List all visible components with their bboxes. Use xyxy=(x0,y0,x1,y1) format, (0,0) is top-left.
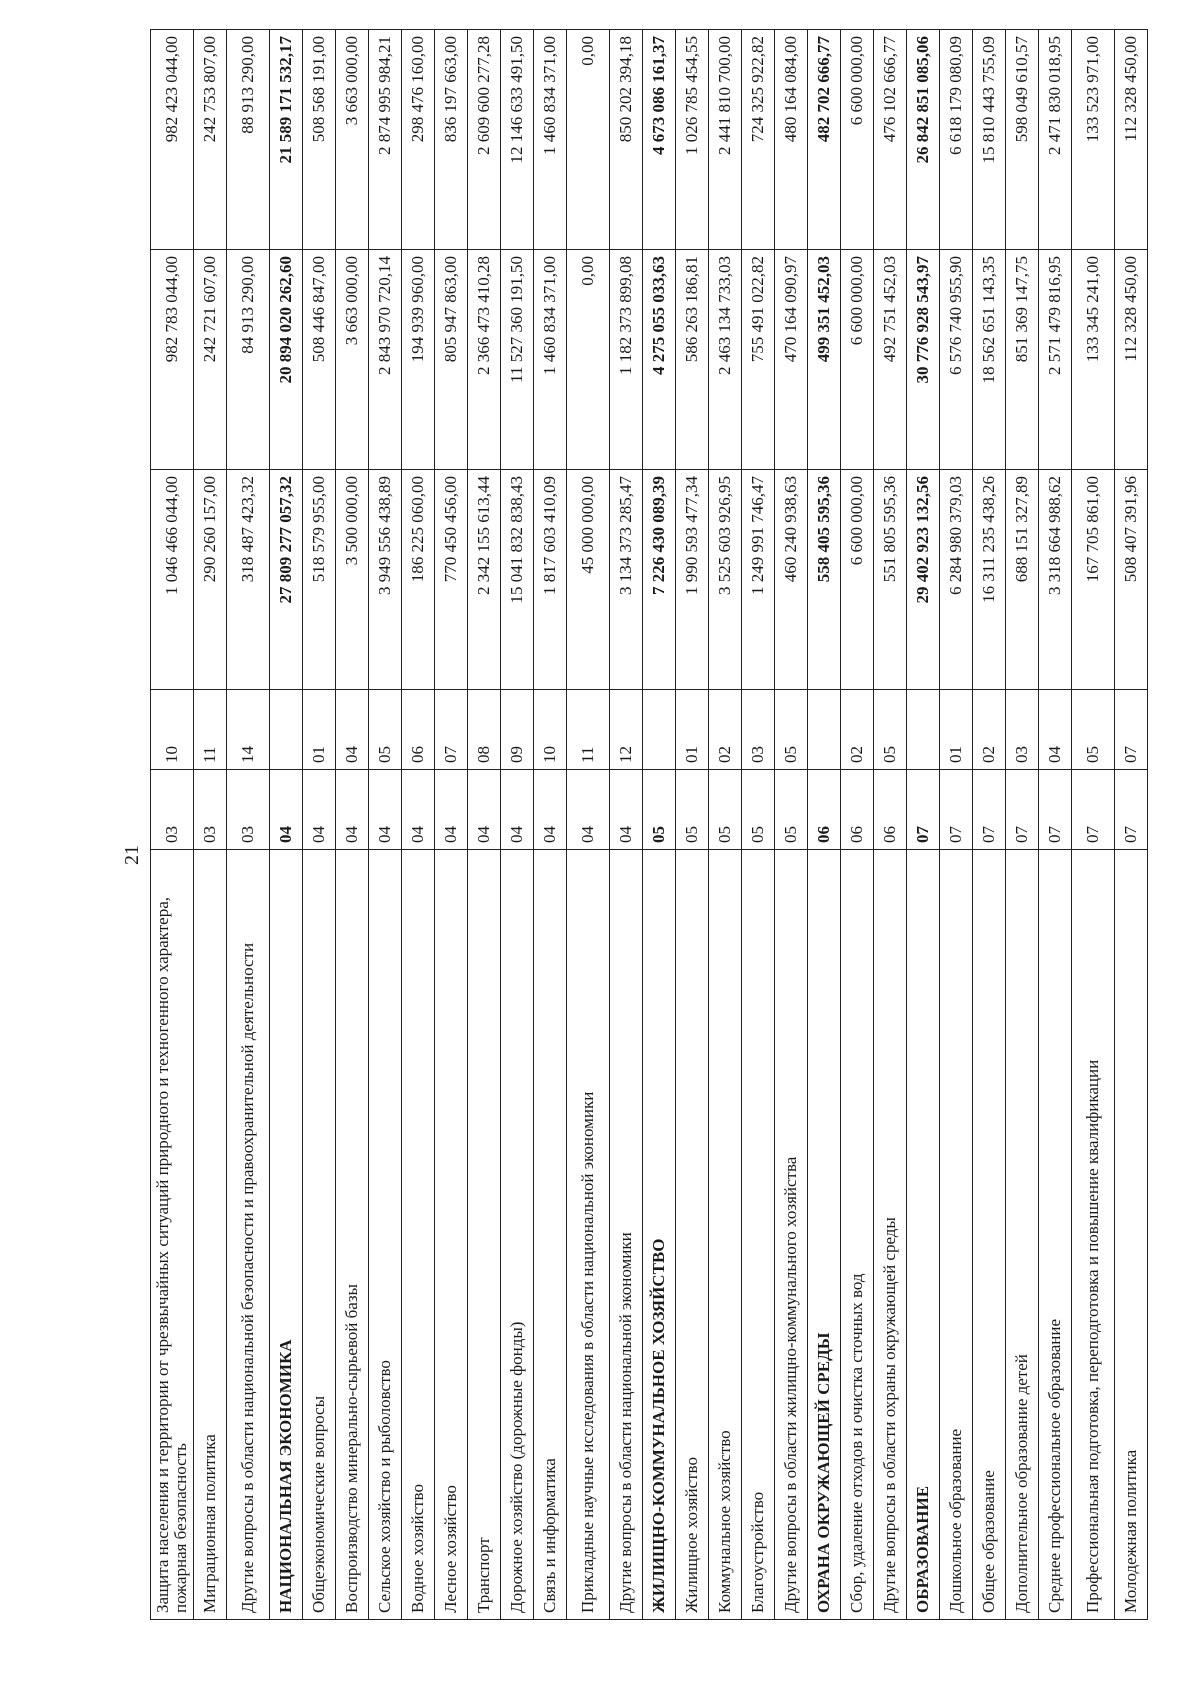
row-name: Прикладные научные исследования в области национальной экономики xyxy=(567,850,610,1620)
row-value-3: 1 026 785 454,55 xyxy=(676,30,709,250)
row-name: Коммунальное хозяйство xyxy=(709,850,742,1620)
row-name: ОХРАНА ОКРУЖАЮЩЕЙ СРЕДЫ xyxy=(808,850,841,1620)
table-row xyxy=(907,30,940,1620)
row-name: Защита населения и территории от чрезвычайных ситуаций природного и техногенного характера, пожарная безопасность xyxy=(151,850,194,1620)
row-value-2: 851 369 147,75 xyxy=(1006,250,1039,470)
row-value-2: 508 446 847,00 xyxy=(303,250,336,470)
row-section-code: 03 xyxy=(227,770,270,850)
row-value-2: 11 527 360 191,50 xyxy=(501,250,534,470)
table-row xyxy=(151,30,194,1620)
row-value-1: 460 240 938,63 xyxy=(775,470,808,690)
row-section-code: 05 xyxy=(709,770,742,850)
row-value-2: 133 345 241,00 xyxy=(1072,250,1115,470)
row-subsection-code: 02 xyxy=(973,690,1006,770)
table-row xyxy=(435,30,468,1620)
row-value-3: 508 568 191,00 xyxy=(303,30,336,250)
row-value-2: 3 663 000,00 xyxy=(336,250,369,470)
row-name: Другие вопросы в области национальной безопасности и правоохранительной деятельности xyxy=(227,850,270,1620)
row-value-1: 15 041 832 838,43 xyxy=(501,470,534,690)
row-value-2: 242 721 607,00 xyxy=(194,250,227,470)
row-value-2: 6 600 000,00 xyxy=(841,250,874,470)
row-section-code: 05 xyxy=(775,770,808,850)
row-name: ЖИЛИЩНО-КОММУНАЛЬНОЕ ХОЗЯЙСТВО xyxy=(643,850,676,1620)
table-row xyxy=(1072,30,1115,1620)
row-subsection-code: 04 xyxy=(1039,690,1072,770)
row-value-1: 558 405 595,36 xyxy=(808,470,841,690)
row-value-1: 186 225 060,00 xyxy=(402,470,435,690)
row-value-2: 6 576 740 955,90 xyxy=(940,250,973,470)
row-value-3: 6 600 000,00 xyxy=(841,30,874,250)
row-subsection-code: 03 xyxy=(742,690,775,770)
row-name: Дополнительное образование детей xyxy=(1006,850,1039,1620)
row-name: Дорожное хозяйство (дорожные фонды) xyxy=(501,850,534,1620)
row-name: Миграционная политика xyxy=(194,850,227,1620)
row-name: Транспорт xyxy=(468,850,501,1620)
row-section-code: 07 xyxy=(907,770,940,850)
table-row xyxy=(402,30,435,1620)
row-value-1: 16 311 235 438,26 xyxy=(973,470,1006,690)
table-row xyxy=(270,30,303,1620)
table-row xyxy=(1115,30,1148,1620)
row-value-3: 1 460 834 371,00 xyxy=(534,30,567,250)
row-value-2: 4 275 055 033,63 xyxy=(643,250,676,470)
row-subsection-code: 07 xyxy=(435,690,468,770)
table-row xyxy=(940,30,973,1620)
budget-table xyxy=(150,29,1148,1620)
row-subsection-code: 02 xyxy=(709,690,742,770)
table-row xyxy=(874,30,907,1620)
rotated-page xyxy=(120,36,1140,1650)
row-value-1: 2 342 155 613,44 xyxy=(468,470,501,690)
table-row xyxy=(841,30,874,1620)
row-value-3: 598 049 610,57 xyxy=(1006,30,1039,250)
row-value-1: 27 809 277 057,32 xyxy=(270,470,303,690)
row-value-3: 0,00 xyxy=(567,30,610,250)
row-section-code: 04 xyxy=(501,770,534,850)
row-value-3: 12 146 633 491,50 xyxy=(501,30,534,250)
table-row xyxy=(194,30,227,1620)
row-name: Дошкольное образование xyxy=(940,850,973,1620)
row-section-code: 04 xyxy=(567,770,610,850)
row-subsection-code: 04 xyxy=(336,690,369,770)
row-value-1: 1 817 603 410,09 xyxy=(534,470,567,690)
row-value-1: 6 600 000,00 xyxy=(841,470,874,690)
row-subsection-code: 10 xyxy=(151,690,194,770)
table-row xyxy=(567,30,610,1620)
row-value-1: 45 000 000,00 xyxy=(567,470,610,690)
row-value-2: 586 263 186,81 xyxy=(676,250,709,470)
row-value-3: 2 441 810 700,00 xyxy=(709,30,742,250)
row-subsection-code: 03 xyxy=(1006,690,1039,770)
row-value-1: 3 500 000,00 xyxy=(336,470,369,690)
row-value-2: 30 776 928 543,97 xyxy=(907,250,940,470)
row-value-3: 3 663 000,00 xyxy=(336,30,369,250)
row-value-1: 29 402 923 132,56 xyxy=(907,470,940,690)
row-value-3: 88 913 290,00 xyxy=(227,30,270,250)
table-row xyxy=(610,30,643,1620)
row-subsection-code: 08 xyxy=(468,690,501,770)
row-value-2: 2 571 479 816,95 xyxy=(1039,250,1072,470)
row-value-3: 836 197 663,00 xyxy=(435,30,468,250)
row-name: Профессиональная подготовка, переподготовка и повышение квалификации xyxy=(1072,850,1115,1620)
row-subsection-code: 11 xyxy=(194,690,227,770)
table-row xyxy=(369,30,402,1620)
table-row xyxy=(643,30,676,1620)
row-name: Общее образование xyxy=(973,850,1006,1620)
row-value-2: 470 164 090,97 xyxy=(775,250,808,470)
row-section-code: 06 xyxy=(841,770,874,850)
row-subsection-code xyxy=(907,690,940,770)
row-value-2: 492 751 452,03 xyxy=(874,250,907,470)
row-name: Другие вопросы в области жилищно-коммунального хозяйства xyxy=(775,850,808,1620)
row-value-1: 3 134 373 285,47 xyxy=(610,470,643,690)
row-name: Сельское хозяйство и рыболовство xyxy=(369,850,402,1620)
row-value-3: 2 609 600 277,28 xyxy=(468,30,501,250)
row-section-code: 04 xyxy=(402,770,435,850)
row-value-2: 499 351 452,03 xyxy=(808,250,841,470)
row-section-code: 04 xyxy=(303,770,336,850)
row-value-1: 770 450 456,00 xyxy=(435,470,468,690)
row-value-2: 1 460 834 371,00 xyxy=(534,250,567,470)
table-row xyxy=(501,30,534,1620)
table-row xyxy=(709,30,742,1620)
table-row xyxy=(303,30,336,1620)
row-value-3: 112 328 450,00 xyxy=(1115,30,1148,250)
row-section-code: 07 xyxy=(973,770,1006,850)
row-value-3: 4 673 086 161,37 xyxy=(643,30,676,250)
row-subsection-code: 05 xyxy=(874,690,907,770)
table-row xyxy=(1039,30,1072,1620)
row-subsection-code: 05 xyxy=(1072,690,1115,770)
row-value-1: 290 260 157,00 xyxy=(194,470,227,690)
row-subsection-code: 05 xyxy=(775,690,808,770)
row-name: Среднее профессиональное образование xyxy=(1039,850,1072,1620)
row-name: Связь и информатика xyxy=(534,850,567,1620)
row-subsection-code: 10 xyxy=(534,690,567,770)
row-section-code: 04 xyxy=(534,770,567,850)
row-subsection-code: 01 xyxy=(676,690,709,770)
row-section-code: 07 xyxy=(1039,770,1072,850)
row-value-2: 982 783 044,00 xyxy=(151,250,194,470)
page-number: 21 xyxy=(121,845,143,865)
row-value-1: 551 805 595,36 xyxy=(874,470,907,690)
row-subsection-code xyxy=(270,690,303,770)
row-value-1: 688 151 327,89 xyxy=(1006,470,1039,690)
row-value-2: 1 182 373 899,08 xyxy=(610,250,643,470)
table-row xyxy=(534,30,567,1620)
row-section-code: 04 xyxy=(336,770,369,850)
row-name: Сбор, удаление отходов и очистка сточных вод xyxy=(841,850,874,1620)
table-row xyxy=(742,30,775,1620)
row-value-1: 3 525 603 926,95 xyxy=(709,470,742,690)
row-section-code: 05 xyxy=(742,770,775,850)
table-row xyxy=(468,30,501,1620)
row-value-1: 3 318 664 988,62 xyxy=(1039,470,1072,690)
row-section-code: 05 xyxy=(676,770,709,850)
row-value-2: 2 463 134 733,03 xyxy=(709,250,742,470)
row-value-2: 194 939 960,00 xyxy=(402,250,435,470)
row-value-1: 1 046 466 044,00 xyxy=(151,470,194,690)
row-value-2: 112 328 450,00 xyxy=(1115,250,1148,470)
table-row xyxy=(808,30,841,1620)
row-value-3: 482 702 666,77 xyxy=(808,30,841,250)
row-name: Другие вопросы в области охраны окружающей среды xyxy=(874,850,907,1620)
table-row xyxy=(227,30,270,1620)
row-section-code: 05 xyxy=(643,770,676,850)
row-section-code: 06 xyxy=(874,770,907,850)
row-name: Водное хозяйство xyxy=(402,850,435,1620)
row-name: Общеэкономические вопросы xyxy=(303,850,336,1620)
row-name: Воспроизводство минерально-сырьевой базы xyxy=(336,850,369,1620)
row-value-3: 2 471 830 018,95 xyxy=(1039,30,1072,250)
row-value-1: 167 705 861,00 xyxy=(1072,470,1115,690)
row-subsection-code: 01 xyxy=(303,690,336,770)
row-name: Молодежная политика xyxy=(1115,850,1148,1620)
row-value-1: 3 949 556 438,89 xyxy=(369,470,402,690)
row-value-1: 7 226 430 089,39 xyxy=(643,470,676,690)
row-subsection-code: 05 xyxy=(369,690,402,770)
table-row xyxy=(336,30,369,1620)
row-name: Другие вопросы в области национальной экономики xyxy=(610,850,643,1620)
row-name: Жилищное хозяйство xyxy=(676,850,709,1620)
row-subsection-code: 06 xyxy=(402,690,435,770)
table-row xyxy=(973,30,1006,1620)
row-section-code: 04 xyxy=(610,770,643,850)
row-subsection-code: 01 xyxy=(940,690,973,770)
row-section-code: 06 xyxy=(808,770,841,850)
row-subsection-code xyxy=(643,690,676,770)
row-value-2: 755 491 022,82 xyxy=(742,250,775,470)
row-subsection-code: 02 xyxy=(841,690,874,770)
row-value-1: 1 249 991 746,47 xyxy=(742,470,775,690)
row-value-3: 850 202 394,18 xyxy=(610,30,643,250)
row-value-1: 518 579 955,00 xyxy=(303,470,336,690)
row-value-3: 724 325 922,82 xyxy=(742,30,775,250)
row-value-3: 2 874 995 984,21 xyxy=(369,30,402,250)
table-row xyxy=(775,30,808,1620)
row-name: ОБРАЗОВАНИЕ xyxy=(907,850,940,1620)
row-section-code: 04 xyxy=(468,770,501,850)
row-value-1: 318 487 423,32 xyxy=(227,470,270,690)
row-value-3: 298 476 160,00 xyxy=(402,30,435,250)
row-value-1: 508 407 391,96 xyxy=(1115,470,1148,690)
row-section-code: 03 xyxy=(151,770,194,850)
row-name: НАЦИОНАЛЬНАЯ ЭКОНОМИКА xyxy=(270,850,303,1620)
row-value-3: 21 589 171 532,17 xyxy=(270,30,303,250)
row-section-code: 04 xyxy=(270,770,303,850)
row-subsection-code: 12 xyxy=(610,690,643,770)
row-value-3: 6 618 179 080,09 xyxy=(940,30,973,250)
row-value-2: 18 562 651 143,35 xyxy=(973,250,1006,470)
row-section-code: 07 xyxy=(940,770,973,850)
row-value-3: 480 164 084,00 xyxy=(775,30,808,250)
row-value-3: 982 423 044,00 xyxy=(151,30,194,250)
row-section-code: 04 xyxy=(435,770,468,850)
row-section-code: 07 xyxy=(1115,770,1148,850)
row-section-code: 03 xyxy=(194,770,227,850)
row-subsection-code: 09 xyxy=(501,690,534,770)
row-value-3: 15 810 443 755,09 xyxy=(973,30,1006,250)
row-subsection-code: 11 xyxy=(567,690,610,770)
row-name: Лесное хозяйство xyxy=(435,850,468,1620)
row-value-2: 84 913 290,00 xyxy=(227,250,270,470)
row-subsection-code xyxy=(808,690,841,770)
row-name: Благоустройство xyxy=(742,850,775,1620)
row-section-code: 07 xyxy=(1006,770,1039,850)
row-value-1: 6 284 980 379,03 xyxy=(940,470,973,690)
row-subsection-code: 14 xyxy=(227,690,270,770)
row-value-1: 1 990 593 477,34 xyxy=(676,470,709,690)
row-value-3: 26 842 851 085,06 xyxy=(907,30,940,250)
row-value-2: 2 366 473 410,28 xyxy=(468,250,501,470)
row-value-2: 0,00 xyxy=(567,250,610,470)
row-subsection-code: 07 xyxy=(1115,690,1148,770)
table-row xyxy=(1006,30,1039,1620)
row-value-3: 476 102 666,77 xyxy=(874,30,907,250)
row-section-code: 07 xyxy=(1072,770,1115,850)
row-section-code: 04 xyxy=(369,770,402,850)
row-value-2: 805 947 863,00 xyxy=(435,250,468,470)
row-value-2: 2 843 970 720,14 xyxy=(369,250,402,470)
row-value-3: 133 523 971,00 xyxy=(1072,30,1115,250)
row-value-2: 20 894 020 262,60 xyxy=(270,250,303,470)
row-value-3: 242 753 807,00 xyxy=(194,30,227,250)
table-row xyxy=(676,30,709,1620)
